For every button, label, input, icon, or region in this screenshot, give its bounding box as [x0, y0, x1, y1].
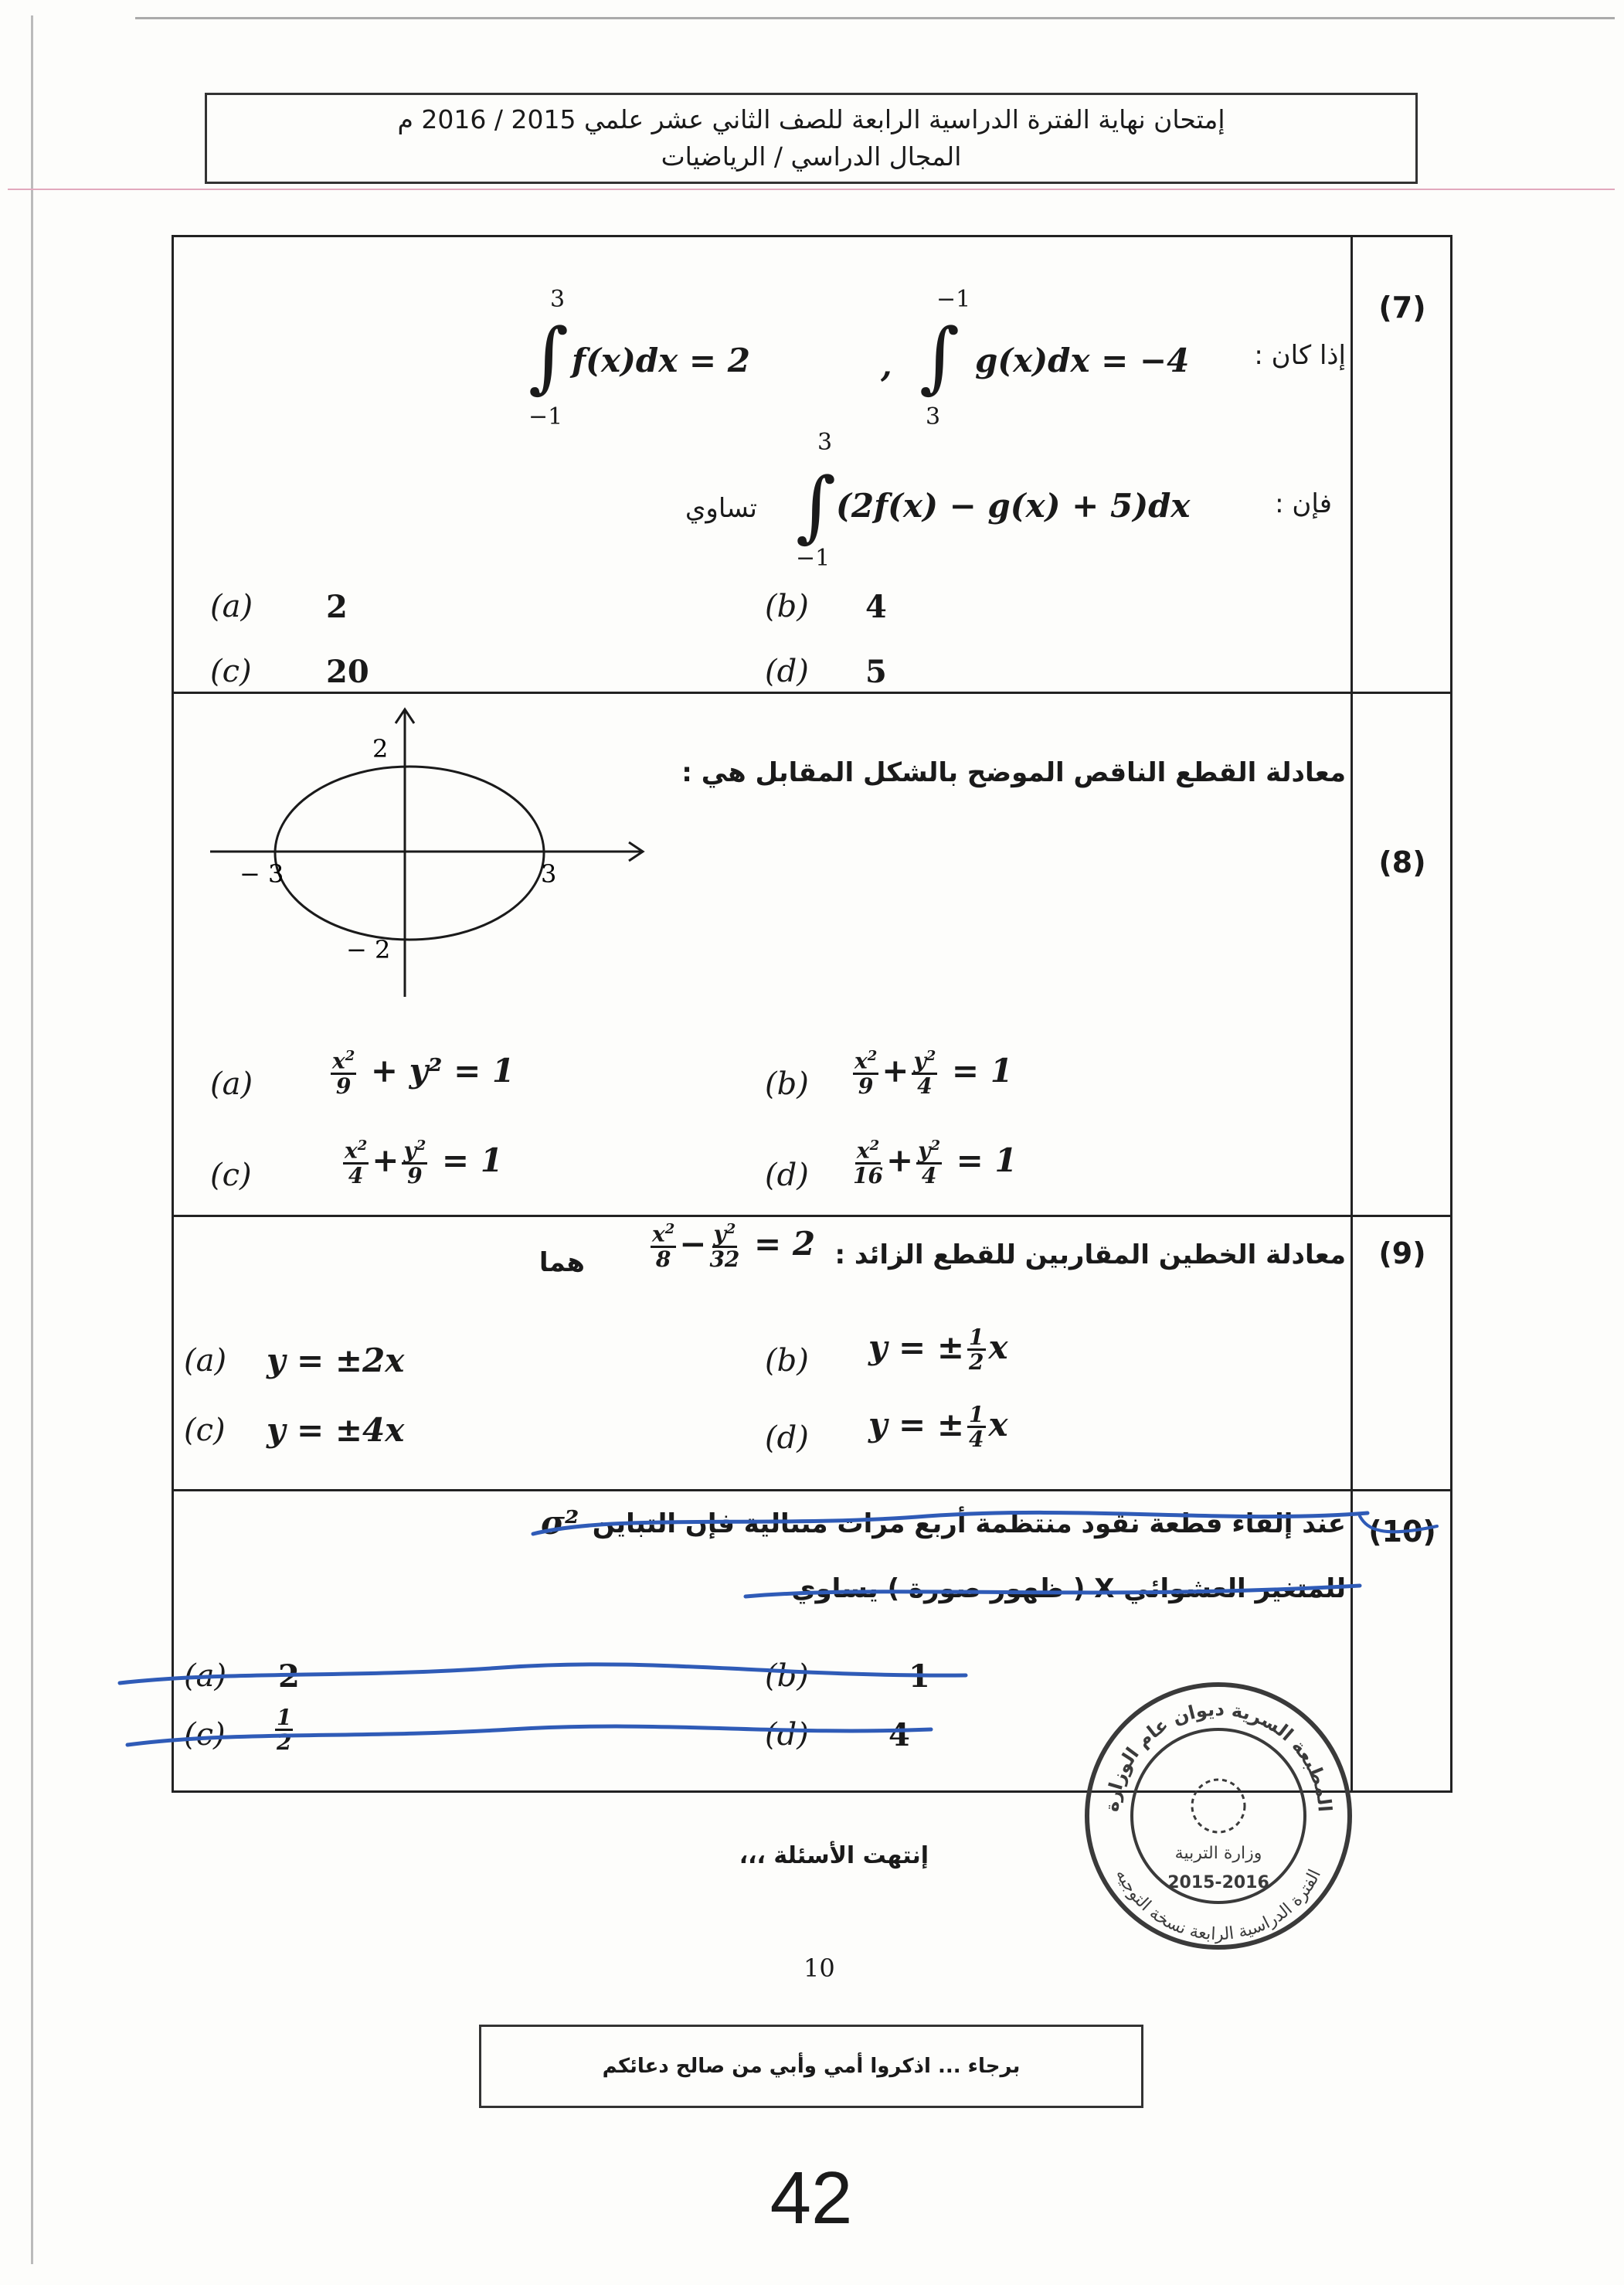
q9-option-a-label[interactable]: (a) — [184, 1343, 227, 1379]
q9-option-b-value: y = ± $\frac{1}{2}$ x — [868, 1324, 1008, 1375]
q10-sigma: σ² — [541, 1504, 579, 1542]
page-number: 10 — [804, 1953, 835, 1983]
header-title: إمتحان نهاية الفترة الدراسية الرابعة للصف الثاني عشر علمي 2015 / 2016 م — [397, 104, 1225, 134]
header-rule — [8, 189, 1615, 190]
q7-option-b-label[interactable]: (b) — [765, 589, 809, 624]
q10-line2: للمتغير العشوائي X ( ظهور صورة ) يساوي — [791, 1573, 1346, 1604]
q7-int2-expr: g(x)dx = −4 — [975, 342, 1190, 379]
q7-int1-upper: 3 — [550, 286, 566, 313]
q9-option-c-value: y = ±4x — [267, 1411, 405, 1449]
q7-option-d-label[interactable]: (d) — [765, 654, 809, 689]
row-divider-8-9 — [172, 1215, 1452, 1217]
stamp-outer-text: المطبعة السرية ديوان عام الوزارة — [1100, 1698, 1336, 1813]
q9-option-d-label[interactable]: (d) — [765, 1420, 809, 1456]
scan-page-number: 42 — [770, 2157, 853, 2239]
scan-left-edge — [31, 15, 33, 2264]
q10-line1: عند إلقاء قطعة نقود منتظمة أربع مرات متتالية فإن التباين — [592, 1508, 1346, 1539]
q9-option-a-value: y = ±2x — [267, 1341, 405, 1379]
question-number-10: (10) — [1368, 1515, 1436, 1549]
graph-label-x-right: 3 — [541, 859, 557, 889]
q8-option-c-eq: $\frac{x^2}{4}$ + $\frac{y^2}{9}$ = 1 — [345, 1137, 503, 1188]
ellipse-graph — [202, 703, 651, 1012]
number-column-divider — [1351, 235, 1353, 1793]
q9-tail: هما — [539, 1247, 585, 1278]
q7-option-a-label[interactable]: (a) — [210, 589, 253, 624]
q9-option-b-label[interactable]: (b) — [765, 1343, 809, 1379]
graph-label-y-bottom: − 2 — [346, 935, 391, 964]
integral-sign-icon: ∫ — [796, 461, 837, 551]
q8-option-d-label[interactable]: (d) — [765, 1158, 809, 1193]
q8-option-b-eq: $\frac{x^2}{9}$ + $\frac{y^2}{4}$ = 1 — [854, 1048, 1013, 1099]
q7-option-b-value: 4 — [865, 589, 887, 625]
q10-option-a-value: 2 — [278, 1658, 300, 1695]
q8-option-c-label[interactable]: (c) — [210, 1158, 252, 1193]
q7-int2-upper: −1 — [936, 286, 971, 313]
q10-option-d-label[interactable]: (d) — [765, 1717, 809, 1753]
q7-int1-expr: f(x)dx = 2 — [572, 342, 750, 379]
row-divider-7-8 — [172, 692, 1452, 694]
q9-hyperbola-eq: $\frac{x^2}{8}$ − $\frac{y^2}{32}$ = 2 — [652, 1221, 816, 1272]
ellipse-curve — [275, 767, 544, 940]
question-number-8: (8) — [1378, 845, 1426, 879]
q7-option-c-value: 20 — [326, 654, 369, 690]
q10-option-c-value: $\frac{1}{2}$ — [277, 1705, 292, 1756]
q7-equals-label: تساوي — [685, 493, 757, 524]
question-number-7: (7) — [1378, 291, 1426, 325]
q7-then-label: فإن : — [1275, 488, 1332, 519]
header-subject: المجال الدراسي / الرياضيات — [661, 141, 962, 172]
footer-dedication-box — [479, 2025, 1143, 2108]
ministry-stamp-seal — [1075, 1673, 1361, 1959]
q9-option-d-value: y = ± $\frac{1}{4}$ x — [868, 1402, 1008, 1453]
q10-option-a-label[interactable]: (a) — [184, 1658, 227, 1694]
q10-option-c-label[interactable]: (c) — [184, 1717, 226, 1753]
integral-sign-icon: ∫ — [919, 311, 960, 402]
q10-option-b-value: 1 — [909, 1658, 930, 1695]
q8-option-b-label[interactable]: (b) — [765, 1066, 809, 1102]
q9-question: معادلة الخطين المقاربين للقطع الزائد : — [834, 1239, 1346, 1270]
stamp-year-text: 2015-2016 — [1167, 1873, 1269, 1892]
q8-option-a-eq: $\frac{x^2}{9}$ + y² = 1 — [332, 1048, 515, 1099]
q8-question: معادلة القطع الناقص الموضح بالشكل المقابل هي : — [681, 757, 1346, 788]
question-number-9: (9) — [1378, 1236, 1426, 1270]
scan-top-edge — [135, 17, 1615, 19]
q7-int1-lower: −1 — [528, 403, 563, 430]
stamp-ministry-text: وزارة التربية — [1174, 1844, 1262, 1863]
q7-int3-upper: 3 — [817, 429, 833, 456]
footer-text: برجاء ... اذكروا أمي وأبي من صالح دعائكم — [602, 2055, 1021, 2078]
q7-int3-expr: (2f(x) − g(x) + 5)dx — [836, 487, 1191, 525]
q7-int3-lower: −1 — [796, 545, 831, 572]
q9-option-c-label[interactable]: (c) — [184, 1413, 226, 1448]
q8-option-a-label[interactable]: (a) — [210, 1066, 253, 1102]
q7-option-c-label[interactable]: (c) — [210, 654, 252, 689]
q7-option-a-value: 2 — [326, 589, 348, 625]
q7-given-label: إذا كان : — [1254, 340, 1346, 371]
q10-option-d-value: 4 — [888, 1717, 910, 1753]
end-of-questions-text: إنتهت الأسئلة ،،، — [739, 1842, 929, 1869]
q8-option-d-eq: $\frac{x^2}{16}$ + $\frac{y^2}{4}$ = 1 — [853, 1137, 1018, 1188]
graph-label-y-top: 2 — [372, 734, 389, 763]
integral-sign-icon: ∫ — [528, 311, 569, 402]
q7-comma: , — [881, 346, 892, 384]
exam-header — [205, 93, 1418, 184]
q7-option-d-value: 5 — [865, 654, 887, 690]
row-divider-9-10 — [172, 1489, 1452, 1491]
q10-option-b-label[interactable]: (b) — [765, 1658, 809, 1694]
q7-int2-lower: 3 — [926, 403, 941, 430]
graph-label-x-left: − 3 — [240, 859, 284, 889]
stamp-inner-text: الفترة الدراسية الرابعة نسخة التوجيه — [1111, 1866, 1326, 1945]
